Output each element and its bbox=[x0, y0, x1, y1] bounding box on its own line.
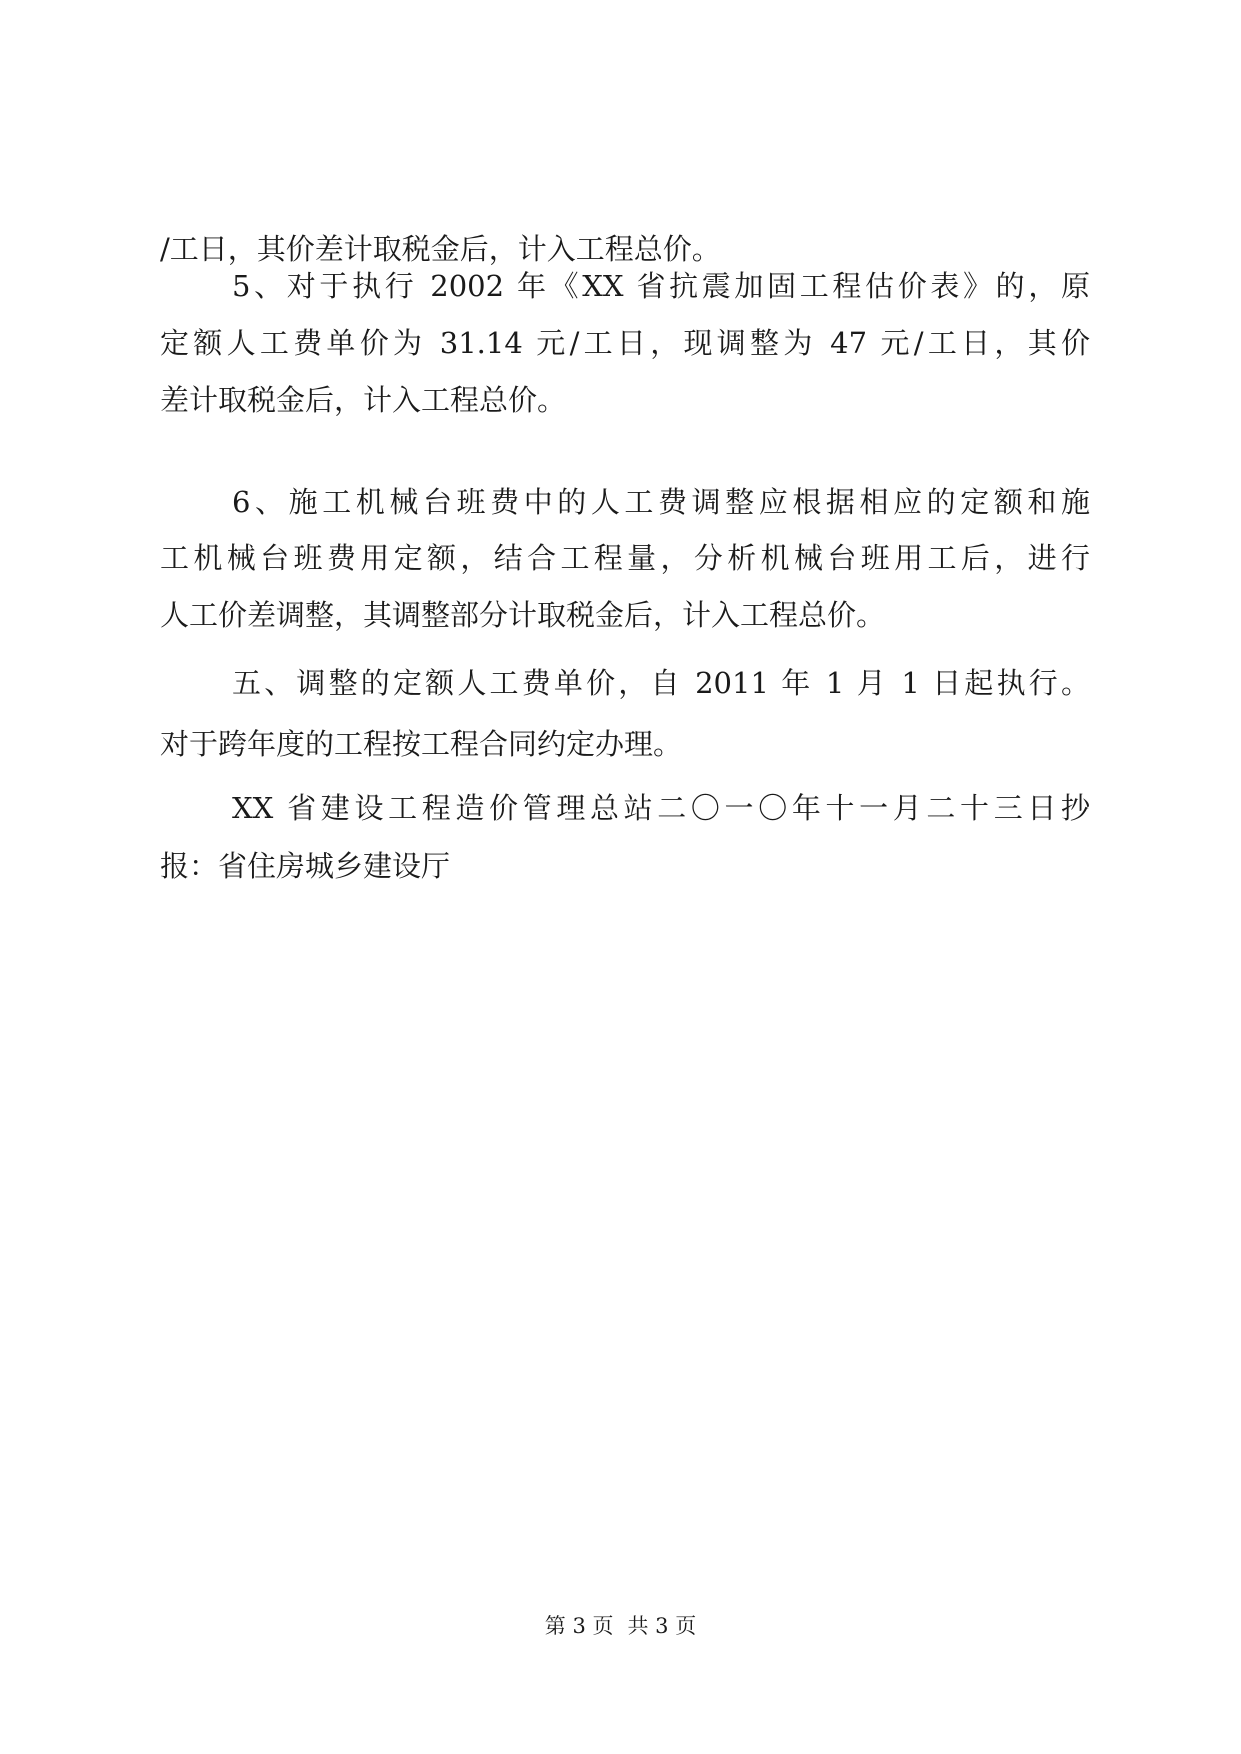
page-footer bbox=[0, 1611, 1241, 1641]
body-line-4: 差计取税金后，计入工程总价。 bbox=[160, 383, 567, 417]
body-line-7: 人工价差调整，其调整部分计取税金后，计入工程总价。 bbox=[160, 598, 886, 632]
body-line-3: 定额人工费单价为 31.14 元/工日，现调整为 47 元/工日，其价 bbox=[160, 326, 1090, 360]
body-line-10: XX 省建设工程造价管理总站二〇一〇年十一月二十三日抄 bbox=[232, 791, 1090, 825]
page-number-total: 共 3 页 bbox=[627, 1614, 697, 1638]
body-line-9: 对于跨年度的工程按工程合同约定办理。 bbox=[160, 727, 683, 761]
body-line-6: 工机械台班费用定额，结合工程量，分析机械台班用工后，进行 bbox=[160, 541, 1090, 575]
body-line-8: 五、调整的定额人工费单价，自 2011 年 1 月 1 日起执行。 bbox=[232, 666, 1090, 700]
body-line-2: 5、对于执行 2002 年《XX 省抗震加固工程估价表》的，原 bbox=[232, 269, 1090, 303]
body-line-11: 报：省住房城乡建设厅 bbox=[160, 849, 451, 883]
body-line-5: 6、施工机械台班费中的人工费调整应根据相应的定额和施 bbox=[232, 485, 1090, 519]
body-line-1: /工日，其价差计取税金后，计入工程总价。 bbox=[160, 232, 721, 266]
page-number-current: 第 3 页 bbox=[544, 1614, 614, 1638]
